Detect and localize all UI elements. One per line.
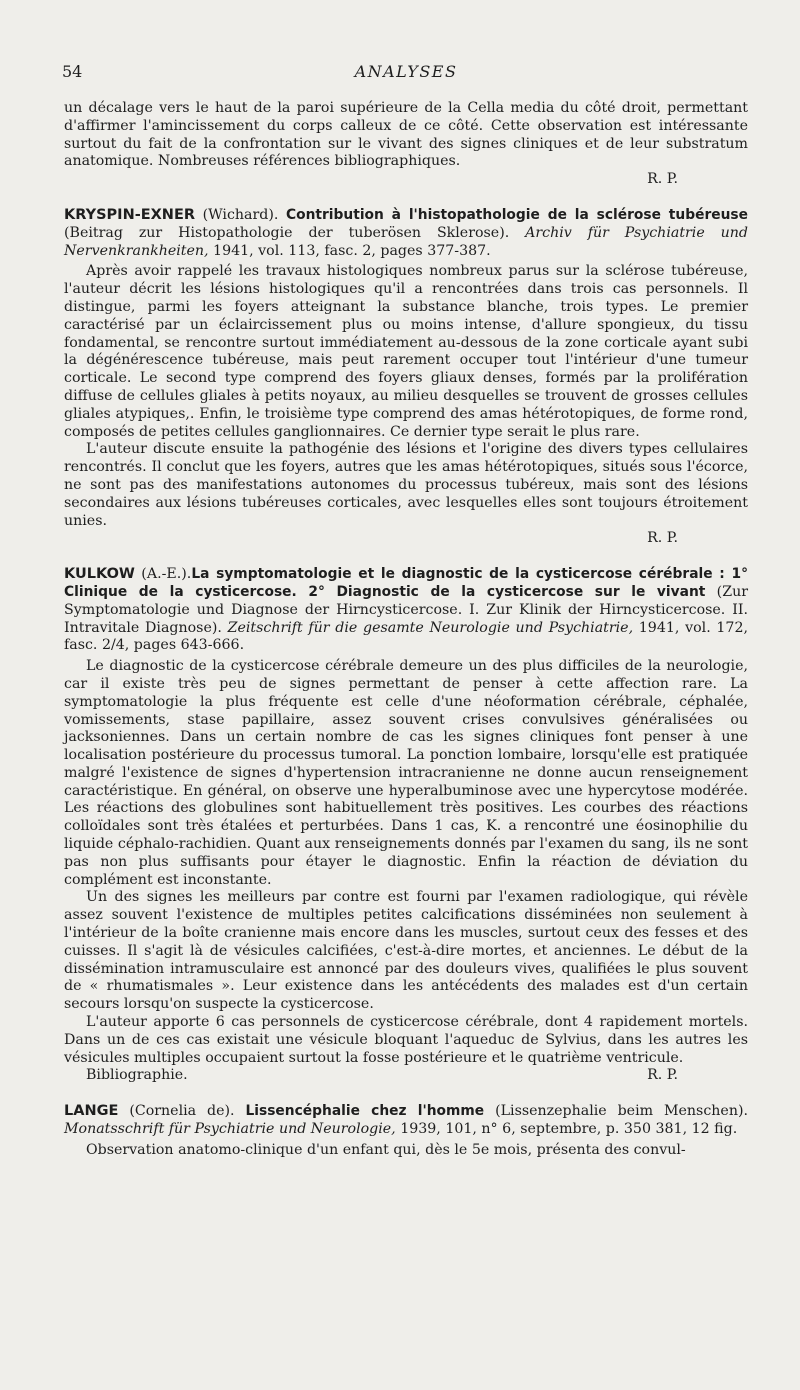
entry-closing-line (64, 441, 748, 530)
intro-paragraph: un décalage vers le haut de la paroi supérieure de la Cella media du côté droit, permettant d'affirmer l'amincissement du corps calleux de ce côté. Cette observation est intéressante surtout du fait de la confrontation sur le vivant des signes cliniques et de leur substratum anatomique. Nombreuses références bibliographiques. (64, 100, 748, 170)
entry-reference: 1941, vol. 113, fasc. 2, pages 377-387. (208, 242, 491, 259)
entry-reference: 1939, 101, n° 6, septembre, p. 350 381, 12 fig. (395, 1121, 738, 1138)
entry-author: KRYSPIN-EXNER (64, 206, 196, 223)
entry-title: La symptomatologie et le diagnostic de la cysticercose cérébrale : 1° Clinique de la cysticercose. 2° Diagnostic de la cysticercose sur le vivant (64, 566, 748, 600)
entry-closing-line (64, 1067, 748, 1085)
entry-author: LANGE (64, 1103, 119, 1120)
entry-bibliography-note: Bibliographie. (86, 1067, 188, 1084)
entry-signature: R. P. (647, 530, 678, 547)
entry-paragraph: Le diagnostic de la cysticercose cérébrale demeure un des plus difficiles de la neurologie, car il existe très peu de signes permettant de penser à cette affection rare. La symptomatologie la plus fréquente est celle d'une néoformation cérébrale, céphalée, vomissements, stase papillaire, assez souvent crises convulsives généralisées ou jacksoniennes. Dans un certain nombre de cas les signes cliniques font penser à une localisation postérieure du processus tumoral. La ponction lombaire, lorsqu'elle est pratiquée malgré l'existence de signes d'hypertension intracranienne ne donne aucun renseignement caractéristique. En général, on observe une hyperalbuminose avec une hypercytose modérée. Les réactions des globulines sont habituellement très positives. Les courbes des réactions colloïdales sont très étalées et perturbées. Dans 1 cas, K. a rencontré une éosinophilie du liquide céphalo-rachidien. Quant aux renseignements donnés par l'examen du sang, ils ne sont pas non plus suffisants pour étayer le diagnostic. Enfin la réaction de déviation du complément est inconstante. (64, 658, 748, 888)
entry-author-detail: (Wichard). (195, 206, 286, 223)
page-number: 54 (62, 62, 83, 81)
entry-journal: Monatsschrift für Psychiatrie und Neurologie, (64, 1121, 396, 1138)
intro-signature: R. P. (647, 171, 678, 188)
entry-paragraph: L'auteur apporte 6 cas personnels de cysticercose cérébrale, dont 4 rapidement mortels. Dans un de ces cas existait une vésicule bloquant l'aqueduc de Sylvius, dans les autres les vésicules multiples occupaient surtout la fosse postérieure et le quatrième ventricule. (64, 1014, 748, 1066)
entry-signature: R. P. (647, 1067, 678, 1084)
entry-citation (64, 207, 748, 260)
running-title: ANALYSES (354, 62, 458, 81)
entry-author-detail: (Cornelia de). (118, 1103, 246, 1120)
entry-translation: (Lissenzephalie beim Menschen). (484, 1103, 748, 1120)
review-entry-kulkow (64, 566, 748, 1085)
entry-translation: (Zur Symptomatologie und Diagnose der Hirncysticercose. I. Zur Klinik der Hirncysticercose. II. Intravitale Diagnose). (64, 583, 748, 636)
entry-paragraph: Observation anatomo-clinique d'un enfant qui, dès le 5e mois, présenta des convul- (86, 1141, 686, 1158)
review-entry-lange (64, 1103, 748, 1159)
entry-journal: Archiv für Psychiatrie und Nervenkrankheiten, (64, 224, 748, 259)
entry-reference: 1941, vol. 172, fasc. 2/4, pages 643-666. (64, 619, 748, 654)
entry-paragraph: Après avoir rappelé les travaux histologiques nombreux parus sur la sclérose tubéreuse, l'auteur décrit les lésions histologiques qu'il a rencontrées dans trois cas personnels. Il distingue, parmi les foyers atteignant la substance blanche, trois types. Le premier caractérisé par un éclaircissement plus ou moins intense, d'allure spongieux, du tissu fondamental, se rencontre surtout immédiatement au-dessous de la zone corticale ayant subi la dégénérescence tubéreuse, mais peut rarement occuper tout l'intérieur d'une tumeur corticale. Le second type comprend des foyers gliaux denses, formés par la prolifération diffuse de cellules gliales à petits noyaux, au milieu desquelles se trouvent de grosses cellules gliales atypiques,. Enfin, le troisième type comprend des amas hétérotopiques, de forme rond, composés de petites cellules ganglionnaires. Ce dernier type serait le plus rare. (64, 263, 748, 440)
entry-translation: (Beitrag zur Histopathologie der tuberösen Sklerose). (64, 224, 526, 241)
page-header (62, 62, 750, 86)
entry-paragraph: L'auteur discute ensuite la pathogénie des lésions et l'origine des divers types cellulaires rencontrés. Il conclut que les foyers, autres que les amas hétérotopiques, situés sous l'écorce, ne sont pas des manifestations autonomes du processus tubéreux, mais sont des lésions secondaires aux lésions tubéreuses corticales, avec lesquelles elles sont toujours étroitement unies. (64, 441, 748, 529)
entry-author: KULKOW (64, 566, 135, 583)
review-entry-kryspin-exner (64, 207, 748, 548)
entry-paragraph: Un des signes les meilleurs par contre est fourni par l'examen radiologique, qui révèle assez souvent l'existence de multiples petites calcifications disséminées non seulement à l'intérieur de la boîte cranienne mais encore dans les muscles, surtout ceux des fesses et des cuisses. Il s'agit là de vésicules calcifiées, c'est-à-dire mortes, et anciennes. Le début de la dissémination intramusculaire est annoncé par des douleurs vives, qualifiées le plus souvent de « rhumatismales ». Leur existence dans les antécédents des malades est d'un certain secours lorsqu'on suspecte la cysticercose. (64, 889, 748, 1013)
entry-title: Lissencéphalie chez l'homme (245, 1103, 485, 1120)
entry-citation (64, 1103, 748, 1139)
entry-author-detail: (A.-E.). (134, 566, 192, 583)
page-body (64, 100, 748, 1160)
entry-citation (64, 566, 748, 655)
entry-title: Contribution à l'histopathologie de la sclérose tubéreuse (285, 206, 748, 223)
entry-journal: Zeitschrift für die gesamte Neurologie und Psychiatrie, (227, 619, 634, 636)
